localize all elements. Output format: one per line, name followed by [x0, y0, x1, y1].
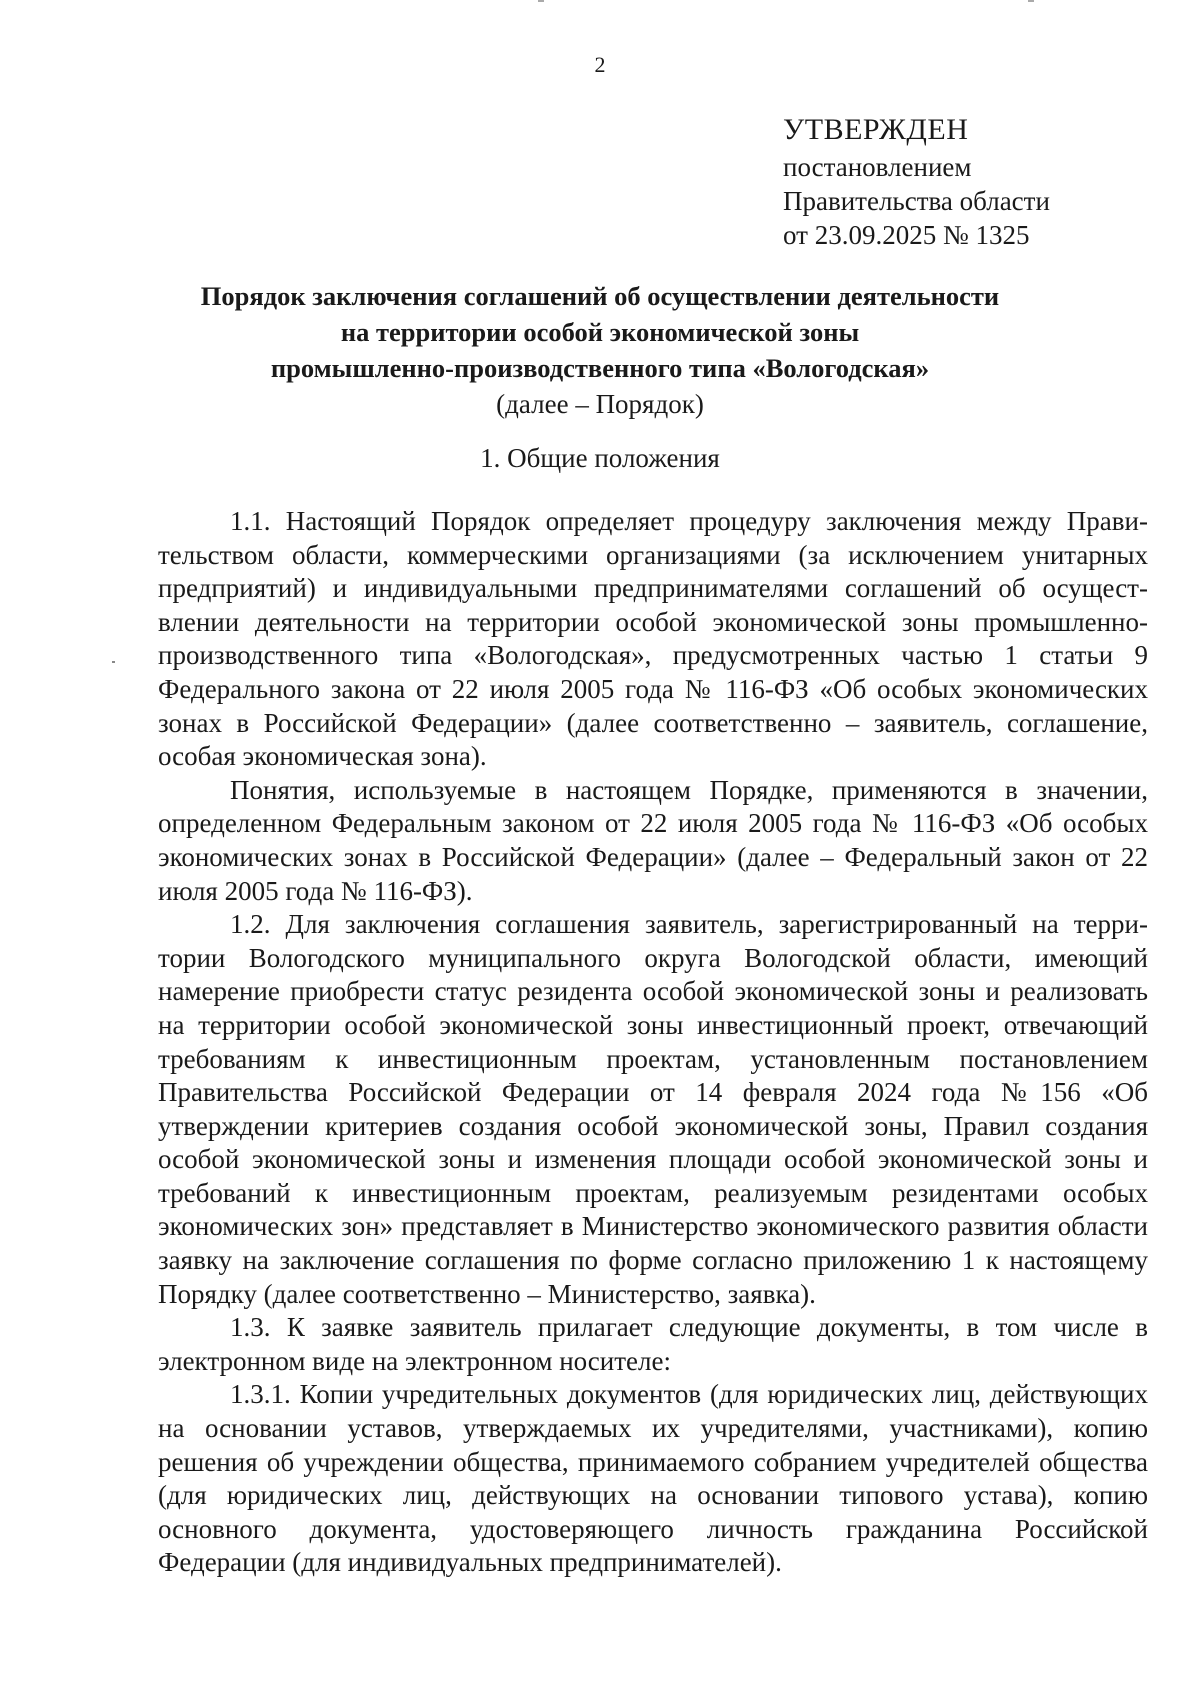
approval-line: Правительства области — [783, 186, 1050, 216]
paragraph-1-3-1: 1.3.1. Копии учредительных документов (для юридических лиц, действующих на основании уставов, утверждаемых их учредителями, участниками), копию решения об учреждении общества, принимаемого собранием учредителей общества (для юридических лиц, действующих на основании типового устава), копию основного документа, удостоверяющего личность гражданина Российской Федерации (для индивидуальных предпринимателей). — [158, 1379, 1148, 1578]
document-body — [158, 505, 1148, 1580]
document-title — [100, 278, 1100, 422]
paragraph-1-3: 1.3. К заявке заявитель прилагает следующие документы, в том числе в электронном виде на электронном носителе: — [158, 1312, 1148, 1376]
approval-decree-number: от 23.09.2025 № 1325 — [783, 220, 1030, 250]
scan-artifact — [1028, 0, 1034, 2]
approval-block — [783, 110, 1163, 252]
page-number: 2 — [594, 52, 606, 77]
title-line: Порядок заключения соглашений об осуществлении деятельности — [200, 281, 1000, 311]
section-heading: 1. Общие положения — [480, 443, 720, 473]
approval-line: постановлением — [783, 152, 972, 182]
scan-artifact — [112, 661, 115, 663]
paragraph-1-1: 1.1. Настоящий Порядок определяет процедуру заключения между Правительством области, коммерческими организациями (за исключением унитарных предприятий) и индивидуальными предпринимателями соглашений об осуществлении деятельности на территории особой экономической зоны промышленно-производственного типа «Вологодская», предусмотренных частью 1 статьи 9 Федерального закона от 22 июля 2005 года № 116-ФЗ «Об особых экономических зонах в Российской Федерации» (далее соответственно – заявитель, соглашение, особая экономическая зона). — [158, 506, 1148, 772]
title-subtitle: (далее – Порядок) — [496, 389, 704, 419]
paragraph-1-2: 1.2. Для заключения соглашения заявитель, зарегистрированный на территории Вологодского муниципального округа Вологодской области, имеющий намерение приобрести статус резидента особой экономической зоны и реализовать на территории особой экономической зоны инвестиционный проект, отвечающий требованиям к инвестиционным проектам, установленным постановлением Правительства Российской Федерации от 14 февраля 2024 года №156 «Об утверждении критериев создания особой экономической зоны, Правил создания особой экономической зоны и изменения площади особой экономической зоны и требований к инвестиционным проектам, реализуемым резидентами особых экономических зон» представляет в Министерство экономического развития области заявку на заключение соглашения по форме согласно приложению 1 к настоящему Порядку (далее соответственно – Министерство, заявка). — [158, 909, 1148, 1309]
scan-artifact — [538, 0, 544, 2]
title-line: на территории особой экономической зоны — [340, 317, 860, 347]
paragraph-definitions: Понятия, используемые в настоящем Порядке, применяются в значении, определенном Федеральным законом от 22 июля 2005 года № 116-ФЗ «Об особых экономических зонах в Российской Федерации» (далее – Федеральный закон от 22 июля 2005 года № 116-ФЗ). — [158, 774, 1148, 906]
approval-status: УТВЕРЖДЕН — [783, 113, 969, 146]
title-line: промышленно-производственного типа «Вологодская» — [270, 353, 930, 383]
